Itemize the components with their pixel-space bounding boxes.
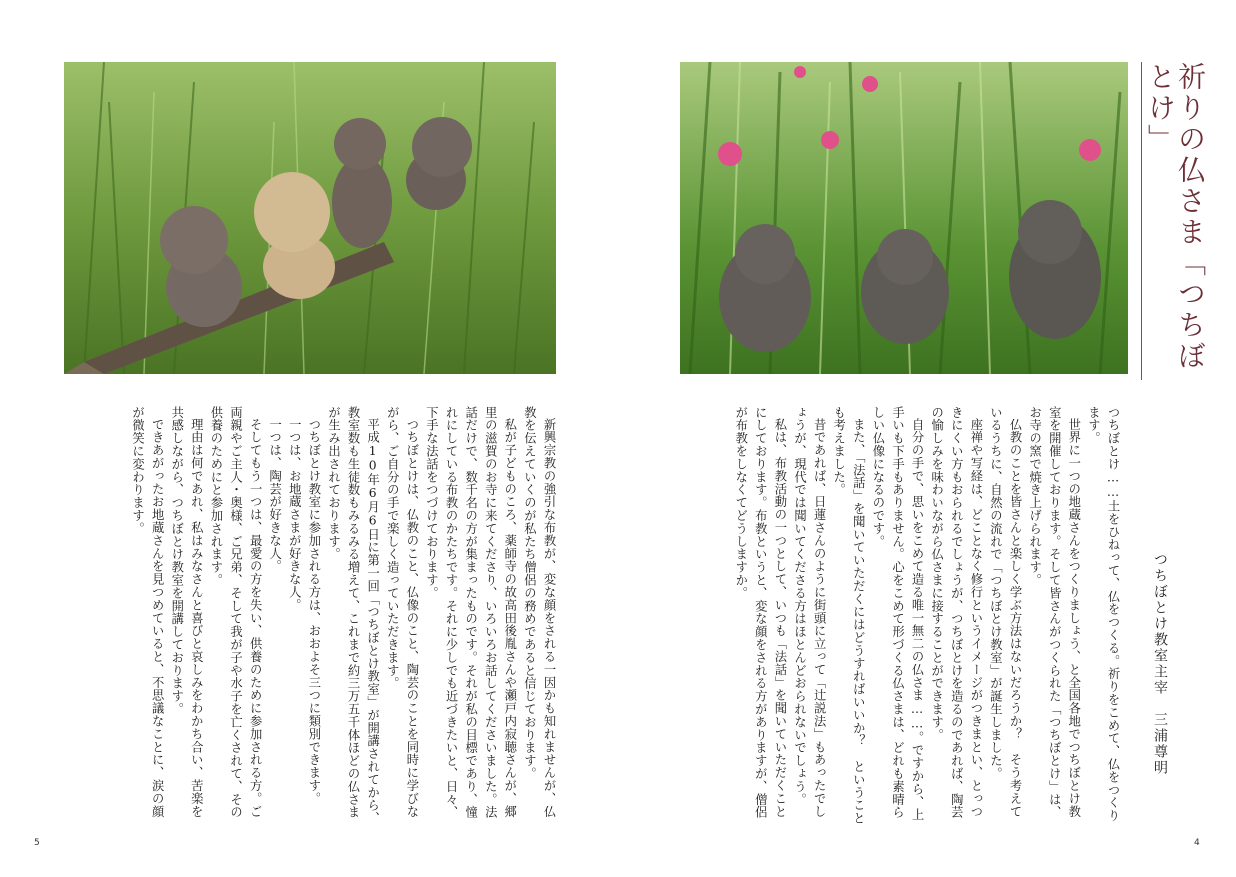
jizo-log-photo — [64, 62, 556, 374]
paragraph: 私が子どものころ、薬師寺の故高田後胤さんや瀬戸内寂聴さんが、郷里の滋賀のお寺に来てくださり、いろいろお話してくださいました。法話だけで、数千名の方が集まったものです。それが私の目標であり、憧れにしている布教のかたちです。それに少しでも近づきたいと、日々、下手な法話をつづけております。 — [424, 406, 517, 819]
paragraph: 理由は何であれ、私はみなさんと喜びと哀しみをわかち合い、苦楽を共感しながら、つちぼとけ教室を開講しております。 — [169, 406, 204, 819]
paragraph: 世界に一つの地蔵さんをつくりましょう、と全国各地でつちぼとけ教室を開催しております。そして皆さんがつくられた「つちぼとけ」は、お寺の窯で焼き上げられます。 — [1027, 406, 1081, 819]
paragraph: つちぼとけは、仏教のこと、仏像のこと、陶芸のことを同時に学びながら、ご自分の手で楽しく造っていただきます。 — [385, 406, 419, 819]
page-number-left: 5 — [34, 838, 40, 848]
paragraph: そしてもう一つは、最愛の方を失い、供養のために参加される方。ご両親やご主人・奥様、ご兄弟、そして我が子や水子を亡くされて、その供養のためにと参加されます。 — [208, 406, 263, 819]
paragraph: できあがったお地蔵さんを見つめていると、不思議なことに、涙の顔が微笑に変わります。 — [130, 406, 165, 819]
paragraph: 自分の手で、思いをこめて造る唯一無二の仏さま……。ですから、上手いも下手もありません。心をこめて形づくる仏さまは、どれも素晴らしい仏像になるのです。 — [870, 406, 925, 822]
jizo-statues-on-log-photo-icon — [64, 62, 556, 374]
paragraph: 一つは、お地蔵さまが好きな人。 — [287, 418, 302, 612]
article-title: 祈りの仏さま「つちぼとけ」 — [1144, 62, 1207, 372]
page-number-right: 4 — [1194, 838, 1200, 848]
paragraph: つちぼとけ……土をひねって、仏をつくる。祈りをこめて、仏をつくります。 — [1086, 406, 1120, 823]
paragraph: つちぼとけ教室に参加される方は、おおよそ三つに類別できます。 — [306, 418, 321, 806]
paragraph: 平成10年6月6日に第一回「つちぼとけ教室」が開講されてから、教室数も生徒数もみるみる増えて、これまで約三万五千体ほどの仏さまが生み出されております。 — [326, 406, 380, 825]
author-line: つちぼとけ教室主宰 三浦尊明 — [1152, 552, 1168, 776]
right-body-text — [682, 406, 1122, 826]
jizo-statues-in-flowers-photo-icon — [680, 62, 1128, 374]
jizo-flowers-photo — [680, 62, 1128, 374]
left-body-text — [66, 406, 558, 826]
paragraph: 座禅や写経は、どことなく修行というイメージがつきまとい、とっつきにくい方もおられるでしょうが、つちぼとけを造るのであれば、陶芸の愉しみを味わいながら仏さまに接することができます。 — [929, 406, 983, 819]
paragraph: また、「法話」を聞いていただくにはどうすればいいか？ ということも考えました。 — [831, 406, 866, 825]
paragraph: 一つは、陶芸が好きな人。 — [267, 418, 282, 574]
paragraph: 仏教のことを皆さんと楽しく学ぶ方法はないだろうか？ そう考えているうちに、自然の流れで「つちぼとけ教室」が誕生しました。 — [988, 406, 1023, 819]
paragraph: 新興宗教の強引な布教が、変な顔をされる一因かも知れませんが、仏教を伝えていくのが私たち僧侶の務めであると信じております。 — [522, 406, 556, 819]
paragraph: 私は、布教活動の一つとして、いつも「法話」を聞いていただくことにしております。布教というと、変な顔をされる方がありますが、僧侶が布教をしなくてどうしますか。 — [733, 406, 787, 819]
paragraph: 昔であれば、日蓮さんのように街頭に立って「辻説法」もあったでしょうが、現代では聞いてくださる方はほとんどおられないでしょう。 — [792, 406, 827, 819]
title-rule — [1141, 62, 1142, 380]
